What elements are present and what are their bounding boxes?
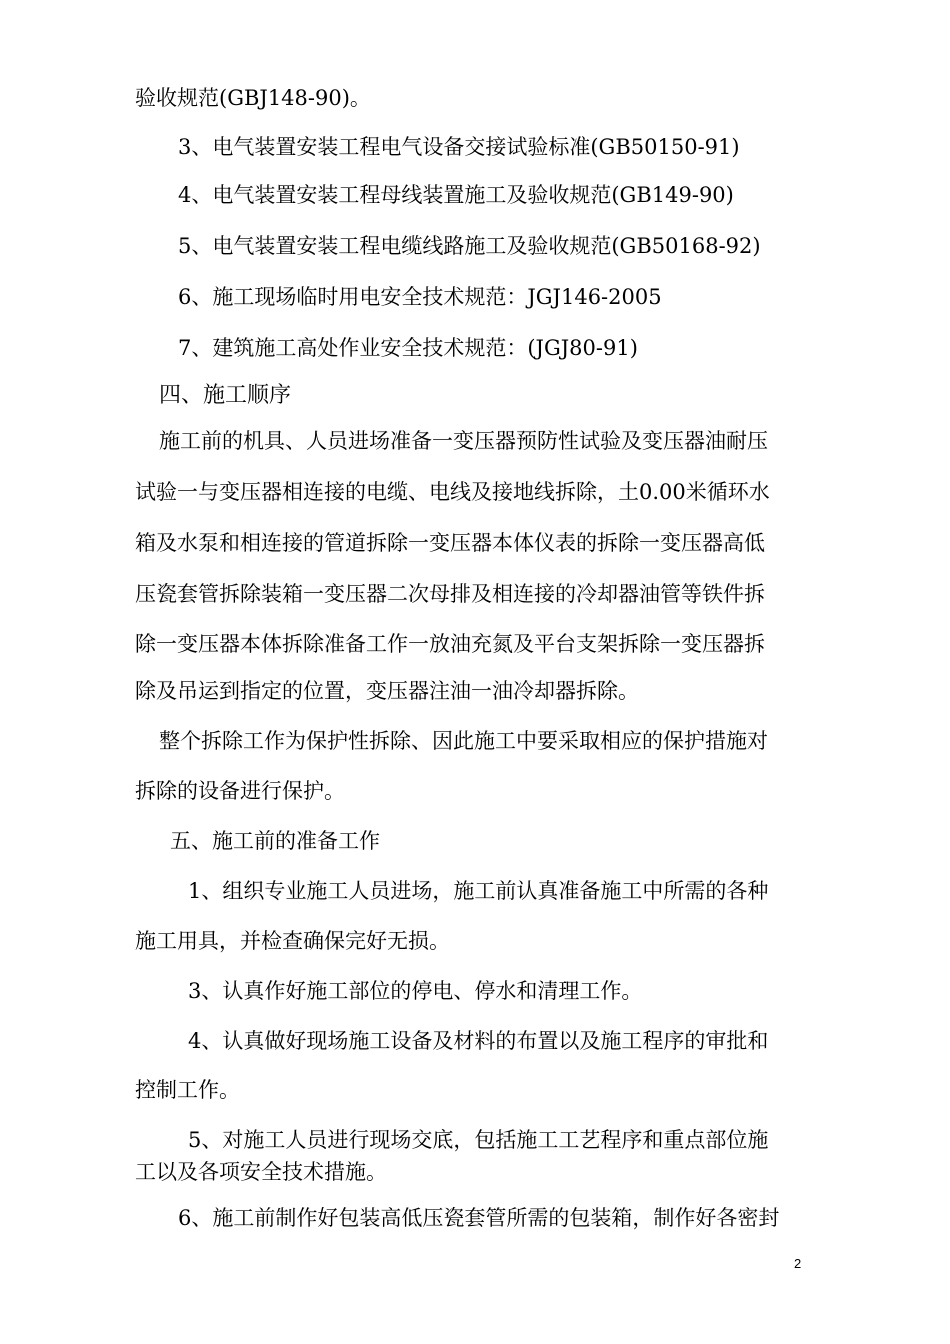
- text-line-standard-3: 3、电气装置安装工程电气设备交接试验标准(GB50150-91): [178, 135, 740, 159]
- section-heading-preparation-work: 五、施工前的准备工作: [170, 829, 380, 853]
- preparation-item-4-line-2: 控制工作。: [135, 1078, 240, 1102]
- preparation-item-1-line-2: 施工用具，并检查确保完好无损。: [135, 929, 450, 953]
- text-line-standard-5: 5、电气装置安装工程电缆线路施工及验收规范(GB50168-92): [178, 234, 761, 258]
- preparation-item-5-line-1: 5、对施工人员进行现场交底，包括施工工艺程序和重点部位施: [188, 1128, 769, 1152]
- preparation-item-6-line-1: 6、施工前制作好包装高低压瓷套管所需的包装箱，制作好各密封: [178, 1206, 780, 1230]
- sequence-paragraph-line-6: 除及吊运到指定的位置，变压器注油一油冷却器拆除。: [135, 679, 639, 703]
- sequence-paragraph-line-2: 试验一与变压器相连接的电缆、电线及接地线拆除，土0.00米循环水: [135, 480, 770, 504]
- page-number: 2: [794, 1256, 802, 1271]
- text-line-standard-4: 4、电气装置安装工程母线装置施工及验收规范(GB149-90): [178, 183, 734, 207]
- preparation-item-1-line-1: 1、组织专业施工人员进场，施工前认真准备施工中所需的各种: [188, 879, 769, 903]
- preparation-item-3: 3、认真作好施工部位的停电、停水和清理工作。: [188, 979, 643, 1003]
- text-line-standard-7: 7、建筑施工高处作业安全技术规范：(JGJ80-91): [178, 336, 638, 360]
- preparation-item-4-line-1: 4、认真做好现场施工设备及材料的布置以及施工程序的审批和: [188, 1029, 769, 1053]
- preparation-item-5-line-2: 工以及各项安全技术措施。: [135, 1160, 387, 1184]
- protection-paragraph-line-2: 拆除的设备进行保护。: [135, 779, 345, 803]
- sequence-paragraph-line-1: 施工前的机具、人员进场准备一变压器预防性试验及变压器油耐压: [159, 429, 768, 453]
- sequence-paragraph-line-5: 除一变压器本体拆除准备工作一放油充氮及平台支架拆除一变压器拆: [135, 632, 765, 656]
- sequence-paragraph-line-4: 压瓷套管拆除装箱一变压器二次母排及相连接的冷却器油管等铁件拆: [135, 582, 765, 606]
- protection-paragraph-line-1: 整个拆除工作为保护性拆除、因此施工中要采取相应的保护措施对: [159, 729, 768, 753]
- text-line-standard-continuation: 验收规范(GBJ148-90)。: [135, 86, 371, 110]
- text-line-standard-6: 6、施工现场临时用电安全技术规范：JGJ146-2005: [178, 285, 662, 309]
- section-heading-construction-sequence: 四、施工顺序: [159, 383, 292, 408]
- sequence-paragraph-line-3: 箱及水泵和相连接的管道拆除一变压器本体仪表的拆除一变压器高低: [135, 531, 765, 555]
